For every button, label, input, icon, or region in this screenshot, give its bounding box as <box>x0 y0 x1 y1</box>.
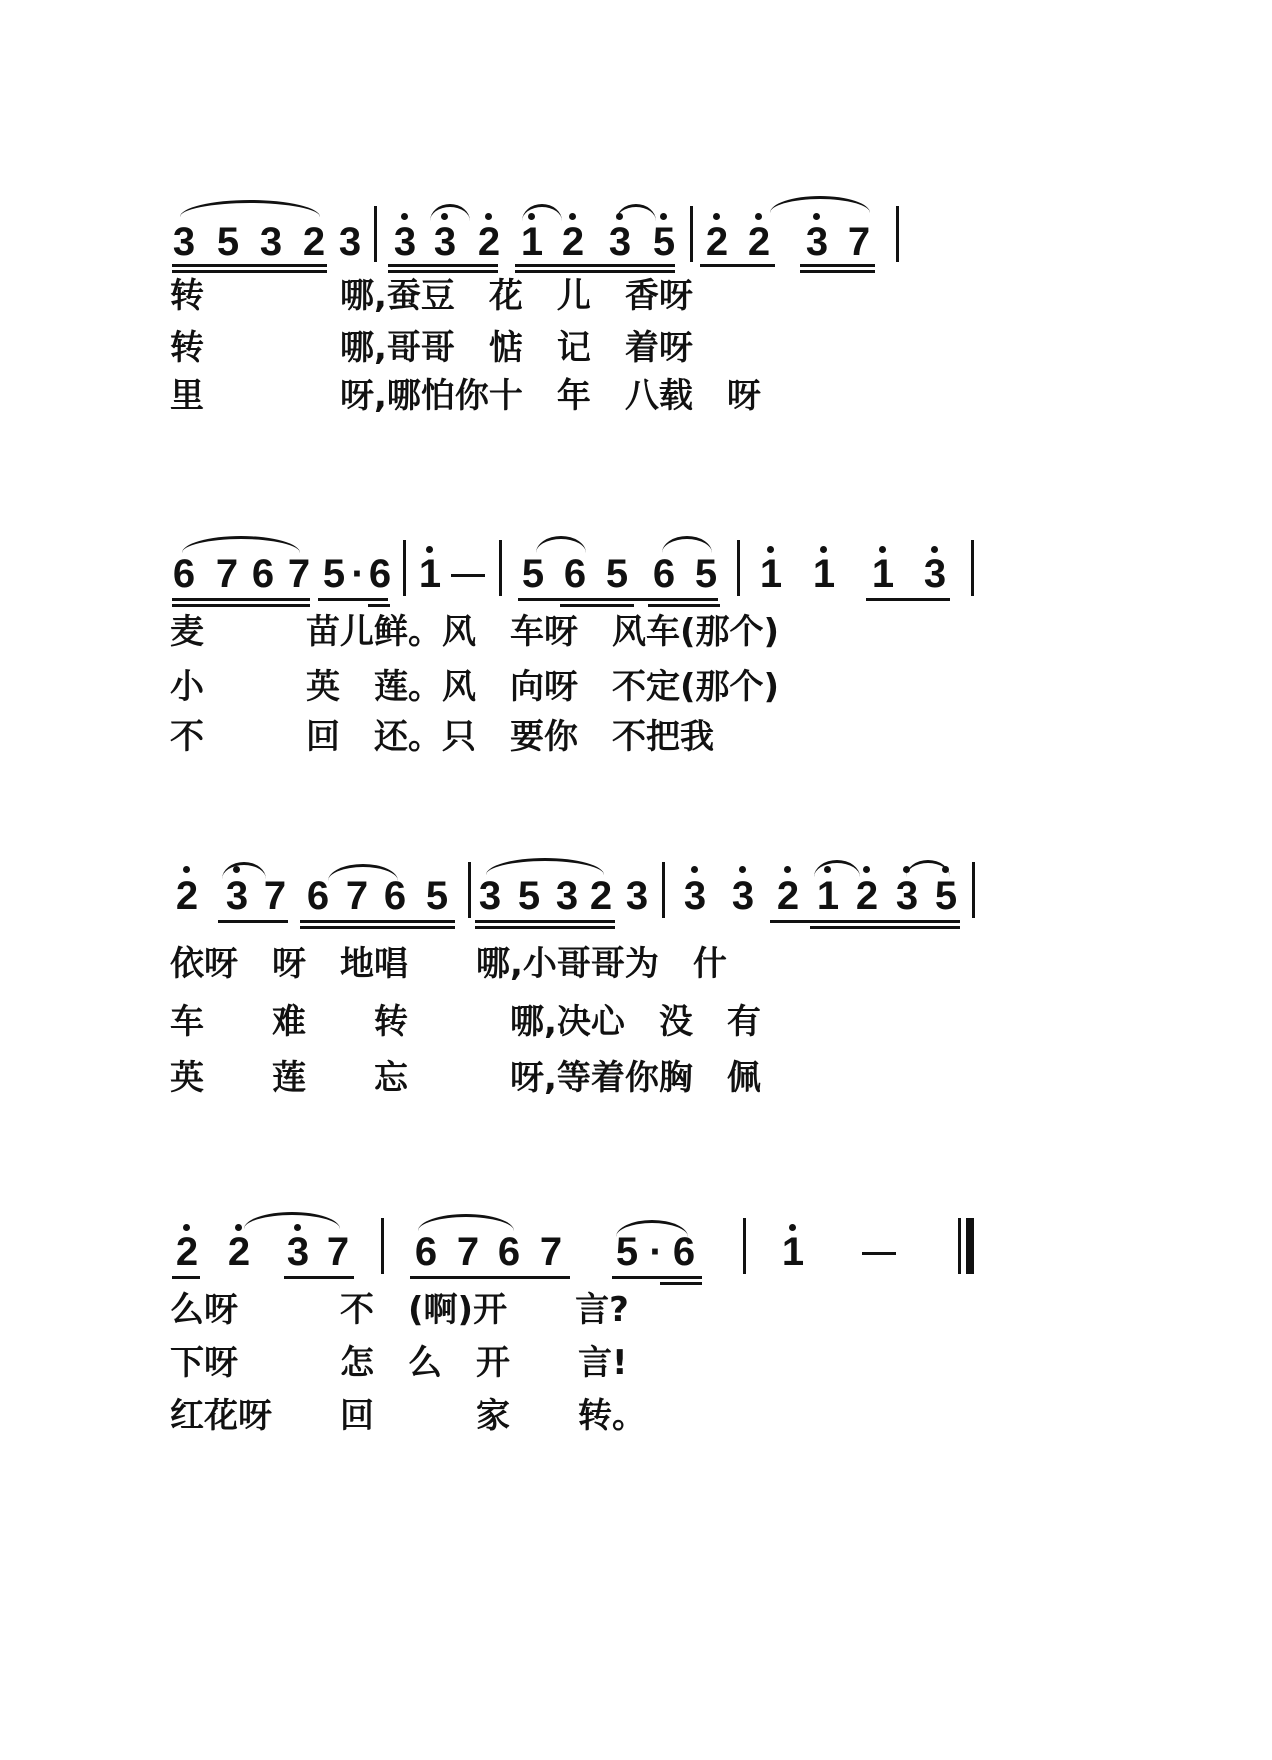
note: 3 <box>259 220 283 264</box>
underline <box>518 598 718 601</box>
barline <box>690 206 693 262</box>
note: 5 <box>517 874 541 918</box>
note: 2 <box>302 220 326 264</box>
note: 6 <box>383 874 407 918</box>
note: 6 <box>652 552 676 596</box>
note: 6 <box>497 1230 521 1274</box>
underline <box>172 264 327 267</box>
lyric-line: 转 哪,哥哥 惦 记 着呀 <box>170 328 693 368</box>
lyric-line: 不 回 还。只 要你 不把我 <box>170 717 714 757</box>
note: 1 <box>520 220 544 264</box>
note: 3 <box>805 220 829 264</box>
note: 3 <box>683 874 707 918</box>
underline <box>218 920 288 923</box>
lyric-line: 么呀 不 (啊)开 言? <box>170 1290 629 1330</box>
note: 5 <box>615 1230 639 1274</box>
slur <box>180 200 320 217</box>
note: 7 <box>215 552 239 596</box>
note: 5 <box>322 552 346 596</box>
barline <box>737 540 740 596</box>
sustain-dash <box>862 1252 896 1255</box>
note: 7 <box>263 874 287 918</box>
note: 3 <box>225 874 249 918</box>
underline <box>172 270 327 273</box>
barline <box>499 540 502 596</box>
underline <box>648 604 720 607</box>
note: 6 <box>414 1230 438 1274</box>
note: 3 <box>923 552 947 596</box>
note: 3 <box>286 1230 310 1274</box>
underline <box>515 270 675 273</box>
lyric-line: 英 莲 忘 呀,等着你胸 佩 <box>170 1058 761 1098</box>
note: 1 <box>816 874 840 918</box>
note: 1 <box>812 552 836 596</box>
underline <box>475 920 615 923</box>
note: 7 <box>345 874 369 918</box>
slur <box>770 196 870 213</box>
note: 7 <box>326 1230 350 1274</box>
note: 2 <box>747 220 771 264</box>
lyric-line: 里 呀,哪怕你十 年 八载 呀 <box>170 376 761 416</box>
underline <box>318 598 388 601</box>
lyric-line: 下呀 怎 么 开 言! <box>170 1343 628 1383</box>
underline <box>368 604 390 607</box>
note: 3 <box>338 220 362 264</box>
note: 7 <box>456 1230 480 1274</box>
underline <box>300 926 455 929</box>
note: 2 <box>589 874 613 918</box>
underline <box>660 1282 702 1285</box>
note: 3 <box>608 220 632 264</box>
underline <box>612 1276 702 1279</box>
barline <box>374 206 377 262</box>
note: 6 <box>172 552 196 596</box>
note: 1 <box>781 1230 805 1274</box>
underline <box>700 264 775 267</box>
note: · <box>351 552 365 596</box>
note: 5 <box>216 220 240 264</box>
note: 3 <box>172 220 196 264</box>
underline <box>866 598 950 601</box>
lyric-line: 小 英 莲。风 向呀 不定(那个) <box>170 667 780 707</box>
final-barline-thin <box>958 1218 961 1274</box>
underline <box>475 926 615 929</box>
note: 7 <box>539 1230 563 1274</box>
note: 2 <box>776 874 800 918</box>
note: 7 <box>847 220 871 264</box>
note: 2 <box>227 1230 251 1274</box>
note: 3 <box>555 874 579 918</box>
note: 1 <box>871 552 895 596</box>
note: 6 <box>672 1230 696 1274</box>
note: 3 <box>478 874 502 918</box>
underline <box>515 264 675 267</box>
note: 1 <box>759 552 783 596</box>
note: 6 <box>368 552 392 596</box>
underline <box>284 1276 354 1279</box>
lyric-line: 红花呀 回 家 转。 <box>170 1396 646 1436</box>
underline <box>172 1276 200 1279</box>
underline <box>800 264 875 267</box>
note: 1 <box>418 552 442 596</box>
notation-text-holder <box>0 1500 1 1501</box>
note: 6 <box>306 874 330 918</box>
underline <box>800 270 875 273</box>
note: 6 <box>563 552 587 596</box>
note: 2 <box>705 220 729 264</box>
note: 7 <box>287 552 311 596</box>
underline <box>810 926 960 929</box>
final-barline-thick <box>966 1218 974 1274</box>
note: 2 <box>561 220 585 264</box>
note: 5 <box>425 874 449 918</box>
underline <box>560 604 634 607</box>
barline <box>468 862 471 918</box>
note: 5 <box>934 874 958 918</box>
barline <box>743 1218 746 1274</box>
barline <box>896 206 899 262</box>
barline <box>971 540 974 596</box>
row-notation <box>0 1500 1 1501</box>
note: 3 <box>625 874 649 918</box>
note: 2 <box>175 874 199 918</box>
note: 5 <box>652 220 676 264</box>
underline <box>770 920 960 923</box>
note: 6 <box>251 552 275 596</box>
note: 5 <box>521 552 545 596</box>
underline <box>300 920 455 923</box>
barline <box>972 862 975 918</box>
lyric-line: 车 难 转 哪,决心 没 有 <box>170 1002 761 1042</box>
lyric-line: 依呀 呀 地唱 哪,小哥哥为 什 <box>170 944 727 984</box>
slur <box>244 1212 340 1229</box>
underline <box>172 598 310 601</box>
note: 2 <box>175 1230 199 1274</box>
note: 3 <box>393 220 417 264</box>
note: 2 <box>855 874 879 918</box>
note: 2 <box>477 220 501 264</box>
lyric-line: 转 哪,蚕豆 花 儿 香呀 <box>170 276 693 316</box>
lyric-line: 麦 苗儿鲜。风 车呀 风车(那个) <box>170 612 780 652</box>
note: 5 <box>605 552 629 596</box>
underline <box>388 264 498 267</box>
underline <box>172 604 310 607</box>
sustain-dash <box>451 574 485 577</box>
underline <box>388 270 498 273</box>
barline <box>403 540 406 596</box>
note: 3 <box>731 874 755 918</box>
underline <box>410 1276 570 1279</box>
note: 5 <box>694 552 718 596</box>
barline <box>662 862 665 918</box>
note: 3 <box>895 874 919 918</box>
note: · <box>649 1230 663 1274</box>
note: 3 <box>433 220 457 264</box>
barline <box>381 1218 384 1274</box>
